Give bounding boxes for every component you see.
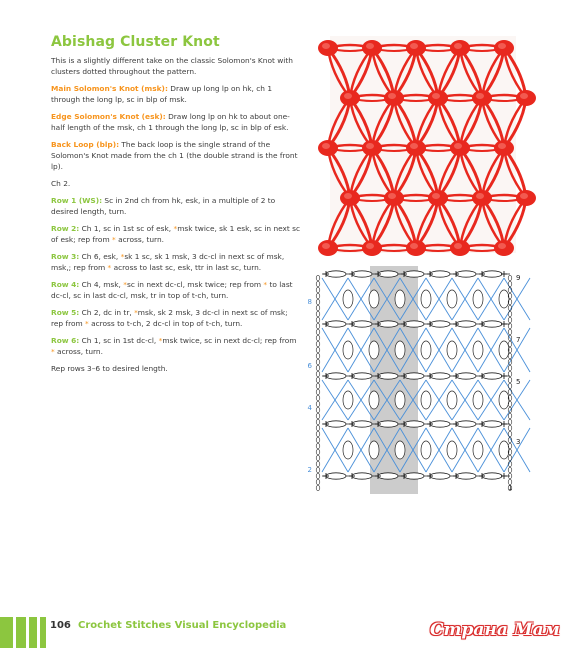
edge-chain-stitch: [316, 329, 320, 334]
row-label: Row 3:: [51, 252, 80, 261]
yarn-knot-highlight: [410, 143, 418, 149]
footer-bar-segment: [40, 617, 46, 648]
edge-chain-stitch: [316, 341, 320, 346]
edge-chain-stitch: [508, 455, 512, 460]
asterisk-marker: *: [173, 224, 178, 233]
cluster-oval: [395, 441, 405, 459]
row-text: msk twice, sk 1 esk, sc in next sc of esk; rep from: [51, 224, 301, 244]
stitch-chart-svg: [304, 264, 520, 500]
cluster-oval: [343, 391, 353, 409]
row-number-right: 5: [516, 378, 521, 386]
edge-chain-stitch: [316, 479, 320, 484]
cluster-oval: [369, 441, 379, 459]
single-crochet-mark: [501, 271, 507, 277]
cluster-oval: [421, 290, 431, 308]
row-number-left: 4: [307, 404, 312, 412]
definition-text: The back loop is the single strand of the Solomon's Knot made from the ch 1 (the double strand is the front lp).: [51, 140, 298, 171]
edge-chain-stitch: [508, 467, 512, 472]
row-number-left: 8: [307, 298, 312, 306]
edge-chain-stitch: [316, 485, 320, 490]
edge-chain-stitch: [316, 377, 320, 382]
edge-chain-stitch: [316, 383, 320, 388]
edge-chain-stitch: [508, 281, 512, 286]
edge-chain-stitch: [316, 353, 320, 358]
cluster-oval: [473, 290, 483, 308]
yarn-knot-highlight: [388, 93, 396, 99]
edge-chain-stitch: [316, 389, 320, 394]
edge-chain-stitch: [316, 425, 320, 430]
row-text: across, turn.: [54, 347, 103, 356]
asterisk-marker: *: [158, 336, 163, 345]
asterisk-marker: *: [123, 280, 127, 289]
cluster-oval: [473, 441, 483, 459]
yarn-knot-highlight: [410, 43, 418, 49]
row-number-right: 1: [508, 484, 513, 492]
edge-chain-stitch: [508, 425, 512, 430]
row-text: across to last sc, esk, ttr in last sc, turn.: [111, 263, 262, 272]
yarn-knot-highlight: [344, 193, 352, 199]
yarn-knot-highlight: [476, 193, 484, 199]
yarn-knot-highlight: [322, 143, 330, 149]
row-text: sk 1 sc, sk 1 msk, 3 dc-cl in next sc of msk, msk,; rep from: [51, 252, 285, 272]
edge-chain-stitch: [508, 383, 512, 388]
cluster-oval: [369, 341, 379, 359]
row-number-right: 9: [516, 274, 521, 282]
asterisk-marker: *: [107, 263, 112, 272]
row-instruction: [51, 251, 301, 273]
page-title: Abishag Cluster Knot: [51, 34, 220, 50]
yarn-knot-highlight: [366, 43, 374, 49]
yarn-knot-highlight: [498, 143, 506, 149]
single-crochet-mark: [501, 473, 507, 479]
footer-bar-segment: [29, 617, 37, 648]
edge-chain-stitch: [508, 365, 512, 370]
edge-chain-stitch: [316, 461, 320, 466]
row-text: across, turn.: [115, 235, 164, 244]
swatch-photo: [330, 36, 516, 253]
cluster-oval: [499, 341, 509, 359]
row-instruction: [51, 335, 301, 357]
edge-chain-stitch: [316, 371, 320, 376]
single-crochet-mark: [501, 321, 507, 327]
edge-chain-stitch: [316, 443, 320, 448]
edge-chain-stitch: [316, 419, 320, 424]
edge-chain-stitch: [508, 317, 512, 322]
definition-label: Edge Solomon's Knot (esk):: [51, 112, 166, 121]
edge-chain-stitch: [508, 413, 512, 418]
asterisk-marker: *: [120, 252, 125, 261]
cluster-oval: [343, 441, 353, 459]
row-text: across to t-ch, 2 dc-cl in top of t-ch, turn.: [88, 319, 243, 328]
single-crochet-mark: [501, 373, 507, 379]
yarn-knot-highlight: [432, 193, 440, 199]
cluster-oval: [395, 391, 405, 409]
row-label: Row 1 (WS):: [51, 196, 103, 205]
edge-chain-stitch: [316, 281, 320, 286]
row-number-right: 7: [516, 336, 521, 344]
row-number-left: 6: [307, 362, 312, 370]
red-crochet-swatch-image: [330, 36, 516, 253]
single-crochet-mark: [501, 421, 507, 427]
cluster-oval: [499, 391, 509, 409]
cluster-oval: [473, 341, 483, 359]
edge-chain-stitch: [316, 449, 320, 454]
cluster-oval: [447, 441, 457, 459]
edge-chain-stitch: [316, 395, 320, 400]
row-text: msk, sk 2 msk, 3 dc-cl in next sc of msk; rep from: [51, 308, 288, 328]
edge-chain-stitch: [316, 401, 320, 406]
cluster-oval: [499, 290, 509, 308]
row-label: Row 5:: [51, 308, 80, 317]
yarn-knot-highlight: [410, 243, 418, 249]
edge-chain-stitch: [316, 413, 320, 418]
intro-paragraph: This is a slightly different take on the classic Solomon's Knot with clusters dotted throughout the pattern.: [51, 56, 293, 76]
definition-esk: [51, 111, 301, 133]
definition-msk: [51, 83, 301, 105]
edge-chain-stitch: [316, 455, 320, 460]
edge-chain-stitch: [316, 287, 320, 292]
footer-color-bars: [0, 617, 48, 648]
edge-chain-stitch: [508, 341, 512, 346]
edge-chain-stitch: [508, 311, 512, 316]
cluster-oval: [369, 290, 379, 308]
foundation-chain: Ch 2.: [51, 179, 71, 188]
book-title: Crochet Stitches Visual Encyclopedia: [78, 620, 287, 631]
edge-chain-stitch: [316, 431, 320, 436]
row-label: Row 6:: [51, 336, 80, 345]
edge-chain-stitch: [316, 293, 320, 298]
cluster-oval: [447, 341, 457, 359]
yarn-knot-highlight: [366, 243, 374, 249]
watermark-logo: Страна Мам: [430, 620, 560, 640]
asterisk-marker: *: [85, 319, 89, 328]
edge-chain-stitch: [316, 407, 320, 412]
yarn-knot-highlight: [520, 93, 528, 99]
edge-chain-stitch: [316, 467, 320, 472]
cluster-oval: [369, 391, 379, 409]
edge-chain-stitch: [316, 359, 320, 364]
edge-chain-stitch: [316, 347, 320, 352]
row-instruction: [51, 223, 301, 245]
asterisk-marker: *: [112, 235, 116, 244]
row-text: Sc in 2nd ch from hk, esk, in a multiple of 2 to desired length, turn.: [51, 196, 276, 216]
definition-blp: [51, 139, 301, 172]
yarn-knot-highlight: [454, 43, 462, 49]
yarn-knot-highlight: [432, 93, 440, 99]
row-number-right: 3: [516, 438, 521, 446]
cluster-oval: [473, 391, 483, 409]
footer-bar-segment: [16, 617, 26, 648]
cluster-oval: [395, 341, 405, 359]
yarn-knot-highlight: [344, 93, 352, 99]
cluster-oval: [343, 290, 353, 308]
row-number-left: 2: [307, 466, 312, 474]
row-text: Ch 1, sc in 1st sc of esk,: [79, 224, 174, 233]
yarn-knot-highlight: [366, 143, 374, 149]
footer-bar-segment: [0, 617, 13, 648]
edge-chain-stitch: [508, 389, 512, 394]
edge-chain-stitch: [316, 305, 320, 310]
row-label: Row 4:: [51, 280, 80, 289]
instructions-column: [51, 55, 301, 380]
definition-text: Draw long lp on hk to about one-half length of the msk, ch 1 through the long lp, sc in blp of esk.: [51, 112, 290, 132]
asterisk-marker: *: [263, 280, 268, 289]
repeat-instruction: Rep rows 3–6 to desired length.: [51, 364, 168, 373]
row-label: Row 2:: [51, 224, 80, 233]
row-text: Ch 4, msk,: [79, 280, 124, 289]
row-text: Ch 2, dc in tr,: [79, 308, 135, 317]
edge-chain-stitch: [316, 317, 320, 322]
edge-chain-stitch: [508, 353, 512, 358]
asterisk-marker: *: [51, 347, 55, 356]
yarn-knot-highlight: [454, 143, 462, 149]
definition-text: Draw up long lp on hk, ch 1 through the long lp, sc in blp of msk.: [51, 84, 273, 104]
definition-label: Back Loop (blp):: [51, 140, 120, 149]
cluster-oval: [421, 391, 431, 409]
cluster-oval: [395, 290, 405, 308]
page-number: 106: [50, 620, 71, 631]
edge-chain-stitch: [316, 275, 320, 280]
edge-chain-stitch: [508, 377, 512, 382]
cluster-oval: [421, 441, 431, 459]
stitch-diagram: [304, 264, 520, 500]
rows-list: [51, 195, 301, 357]
cluster-oval: [499, 441, 509, 459]
row-text: to last dc-cl, sc in last dc-cl, msk, tr in top of t-ch, turn.: [51, 280, 293, 300]
cluster-oval: [447, 290, 457, 308]
yarn-knot-highlight: [454, 243, 462, 249]
cluster-oval: [421, 341, 431, 359]
edge-chain-stitch: [316, 311, 320, 316]
definition-label: Main Solomon's Knot (msk):: [51, 84, 168, 93]
yarn-knot-highlight: [498, 243, 506, 249]
row-text: msk twice, sc in next dc-cl; rep from: [162, 336, 297, 345]
yarn-knot-highlight: [322, 43, 330, 49]
edge-chain-stitch: [316, 323, 320, 328]
yarn-knot-highlight: [520, 193, 528, 199]
yarn-knot-highlight: [498, 43, 506, 49]
edge-chain-stitch: [316, 299, 320, 304]
edge-chain-stitch: [316, 365, 320, 370]
yarn-knot-highlight: [476, 93, 484, 99]
cluster-oval: [447, 391, 457, 409]
row-text: Ch 1, sc in 1st dc-cl,: [79, 336, 159, 345]
yarn-knot-highlight: [388, 193, 396, 199]
row-instruction: [51, 307, 301, 329]
cluster-oval: [343, 341, 353, 359]
row-instruction: [51, 195, 301, 217]
row-instruction: [51, 279, 301, 301]
edge-chain-stitch: [316, 473, 320, 478]
row-text: sc in next dc-cl, msk twice; rep from: [126, 280, 264, 289]
edge-chain-stitch: [508, 329, 512, 334]
edge-chain-stitch: [508, 275, 512, 280]
edge-chain-stitch: [316, 437, 320, 442]
yarn-knot-highlight: [322, 243, 330, 249]
row-text: Ch 6, esk,: [79, 252, 121, 261]
asterisk-marker: *: [134, 308, 138, 317]
edge-chain-stitch: [508, 431, 512, 436]
edge-chain-stitch: [316, 335, 320, 340]
